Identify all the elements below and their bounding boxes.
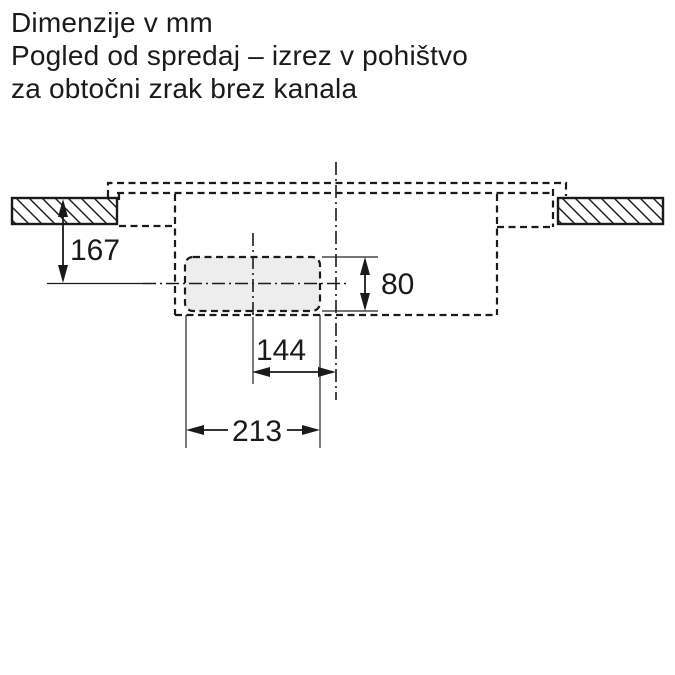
arrowhead-down-icon: [58, 265, 68, 283]
appliance-outline: [108, 183, 566, 315]
page-title-line-3: za obtočni zrak brez kanala: [11, 73, 358, 104]
dimension-144-label: 144: [255, 334, 307, 367]
page-title-line-2: Pogled od spredaj – izrez v pohištvo: [11, 40, 469, 71]
arrowhead-down-icon: [360, 293, 370, 311]
page-title-line-1: Dimenzije v mm: [11, 7, 213, 38]
worktop-right-section: [558, 198, 663, 224]
arrowhead-left-icon: [186, 425, 204, 435]
arrowhead-up-icon: [360, 257, 370, 275]
arrowhead-left-icon: [252, 367, 270, 377]
dimension-80: [360, 257, 414, 311]
worktop-sections: [12, 198, 663, 224]
arrowhead-right-icon: [302, 425, 320, 435]
dimension-213-label: 213: [231, 415, 283, 448]
dimension-80-label: 80: [381, 268, 415, 301]
dimension-167-label: 167: [70, 234, 121, 267]
arrowhead-right-icon: [318, 367, 336, 377]
dimension-144: [252, 334, 336, 377]
dimension-213: [186, 415, 320, 448]
